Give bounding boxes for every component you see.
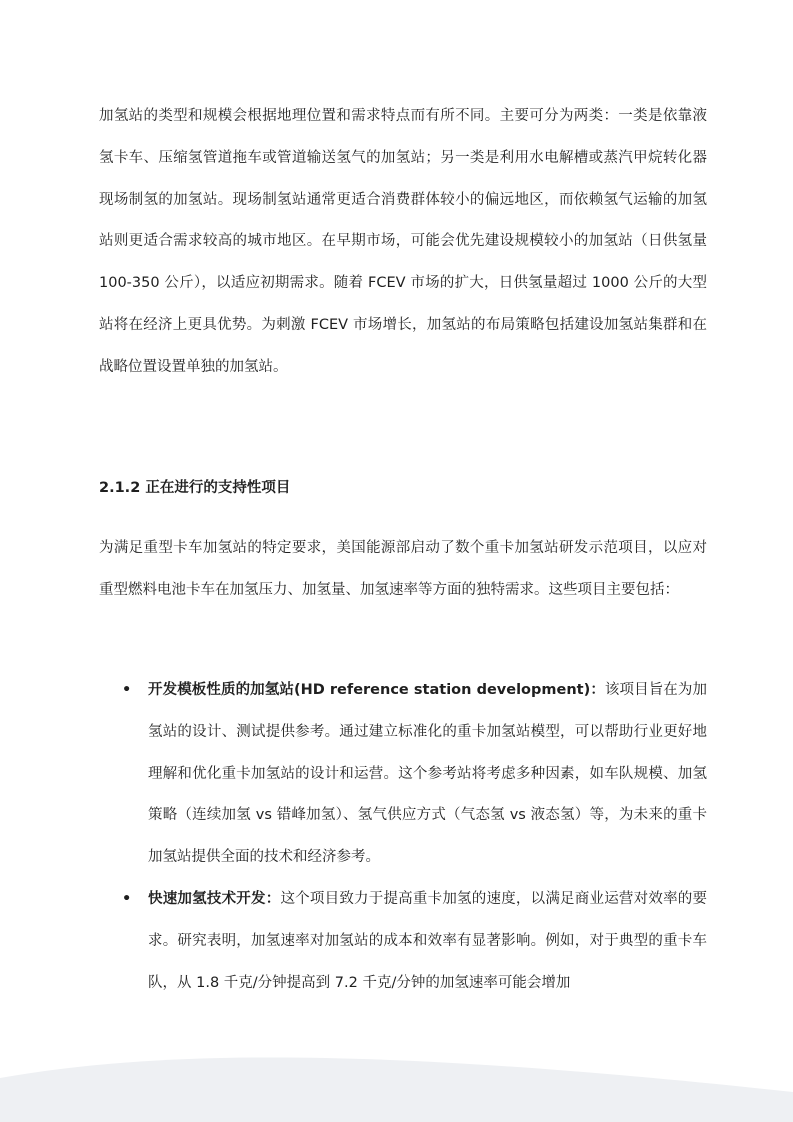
bullet-marker: • xyxy=(122,682,132,698)
list-item xyxy=(99,670,707,879)
list-item-title: 开发模板性质的加氢站(HD reference station development)： xyxy=(148,682,605,698)
list-item-title: 快速加氢技术开发： xyxy=(148,890,281,907)
body-paragraph: 为满足重型卡车加氢站的特定要求，美国能源部启动了数个重卡加氢站研发示范项目，以应对重型燃料电池卡车在加氢压力、加氢量、加氢速率等方面的独特需求。这些项目主要包括： xyxy=(99,540,707,598)
list-item xyxy=(99,879,707,1004)
list-item-text: 该项目旨在为加氢站的设计、测试提供参考。通过建立标准化的重卡加氢站模型，可以帮助行业更好地理解和优化重卡加氢站的设计和运营。这个参考站将考虑多种因素，如车队规模、加氢策略（连续加氢 vs 错峰加氢）、氢气供应方式（气态氢 vs 液态氢）等，为未来的重卡加氢站提供全面的技术和经济参考。 xyxy=(148,682,707,866)
list-item-text: 这个项目致力于提高重卡加氢的速度，以满足商业运营对效率的要求。研究表明，加氢速率对加氢站的成本和效率有显著影响。例如，对于典型的重卡车队，从 1.8 千克/分钟提高到 7.2 千克/分钟的加氢速率可能会增加 xyxy=(148,890,708,991)
bullet-marker: • xyxy=(122,890,132,907)
bullet-list xyxy=(99,670,707,1004)
section-heading: 2.1.2 正在进行的支持性项目 xyxy=(99,480,291,496)
body-paragraph: 加氢站的类型和规模会根据地理位置和需求特点而有所不同。主要可分为两类：一类是依靠液氢卡车、压缩氢管道拖车或管道输送氢气的加氢站；另一类是利用水电解槽或蒸汽甲烷转化器现场制氢的加氢站。现场制氢站通常更适合消费群体较小的偏远地区，而依赖氢气运输的加氢站则更适合需求较高的城市地区。在早期市场，可能会优先建设规模较小的加氢站（日供氢量 100-350 公斤），以适应初期需求。随着 FCEV 市场的扩大，日供氢量超过 1000 公斤的大型站将在经济上更具优势。为刺激 FCEV 市场增长，加氢站的布局策略包括建设加氢站集群和在战略位置设置单独的加氢站。 xyxy=(99,108,707,375)
footer-wave-decoration xyxy=(0,1042,793,1122)
